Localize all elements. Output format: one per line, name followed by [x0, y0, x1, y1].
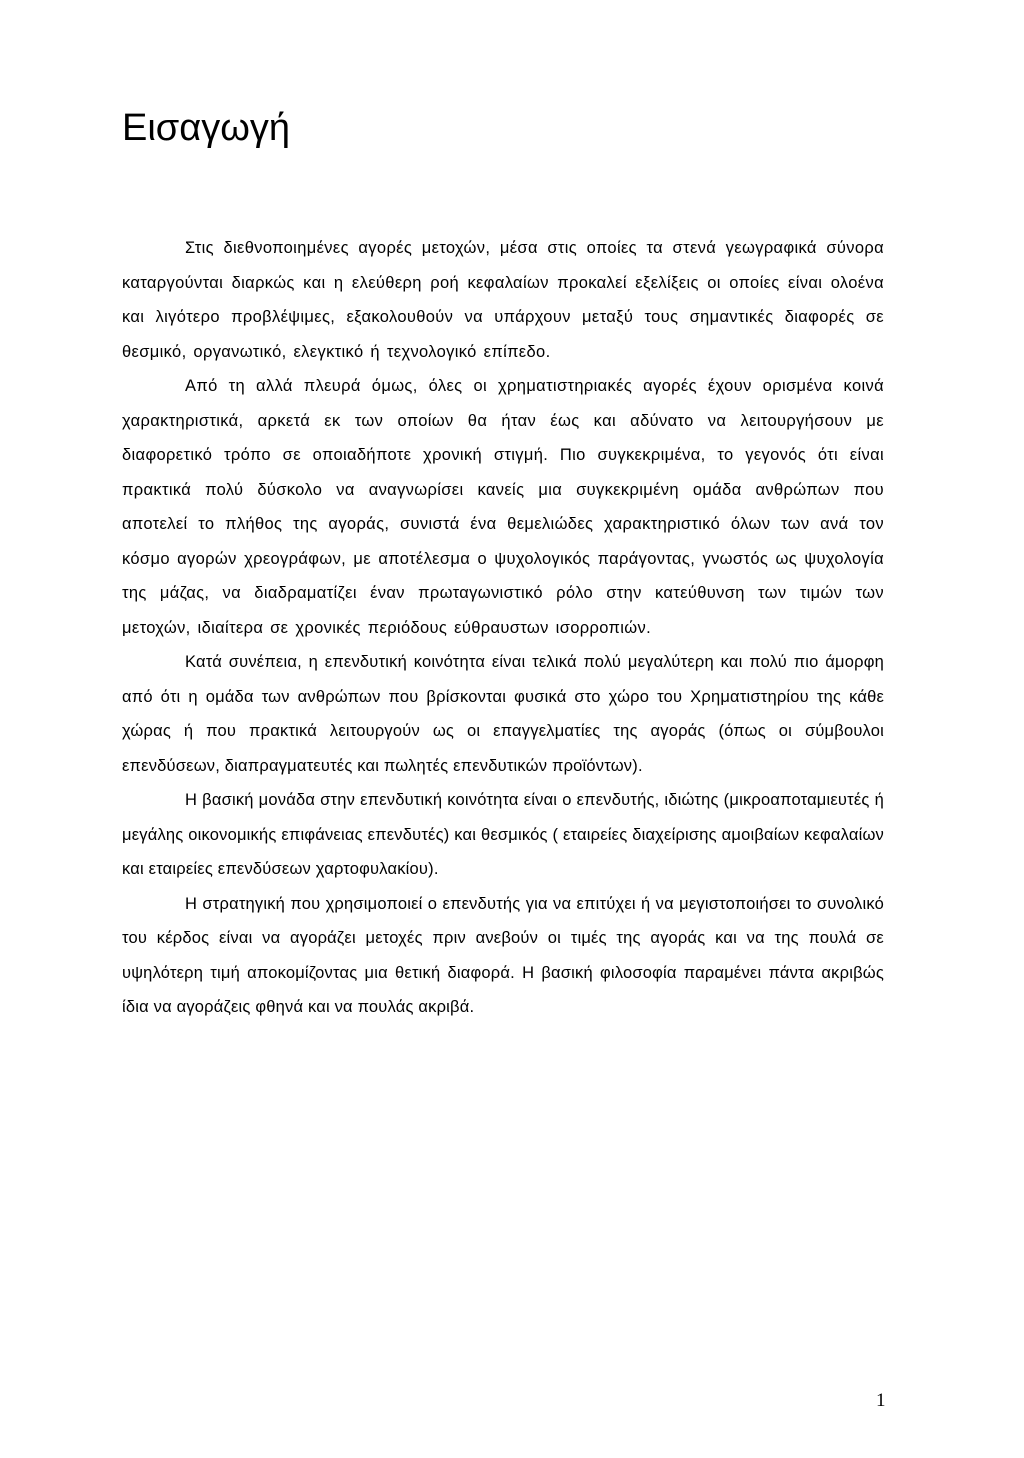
paragraph-1: Στις διεθνοποιημένες αγορές μετοχών, μέσα στις οποίες τα στενά γεωγραφικά σύνορα καταργούνται διαρκώς και η ελεύθερη ροή κεφαλαίων προκαλεί εξελίξεις οι οποίες είναι ολοένα και λιγότερο προβλέψιμες, εξακολουθούν να υπάρχουν μεταξύ τους σημαντικές διαφορές σε θεσμικό, οργανωτικό, ελεγκτικό ή τεχνολογικό επίπεδο. — [122, 239, 884, 361]
paragraph-3: Κατά συνέπεια, η επενδυτική κοινότητα είναι τελικά πολύ μεγαλύτερη και πολύ πιο άμορφη από ότι η ομάδα των ανθρώπων που βρίσκονται φυσικά στο χώρο του Χρηματιστηρίου της κάθε χώρας ή που πρακτικά λειτουργούν ως οι επαγγελματίες της αγοράς (όπως οι σύμβουλοι επενδύσεων, διαπραγματευτές και πωλητές επενδυτικών προϊόντων). — [122, 653, 884, 775]
body-text — [122, 231, 884, 1025]
paragraph-2: Από τη αλλά πλευρά όμως, όλες οι χρηματιστηριακές αγορές έχουν ορισμένα κοινά χαρακτηριστικά, αρκετά εκ των οποίων θα ήταν έως και αδύνατο να λειτουργήσουν με διαφορετικό τρόπο σε οποιαδήποτε χρονική στιγμή. Πιο συγκεκριμένα, το γεγονός ότι είναι πρακτικά πολύ δύσκολο να αναγνωρίσει κανείς μια συγκεκριμένη ομάδα ανθρώπων που αποτελεί το πλήθος της αγοράς, συνιστά ένα θεμελιώδες χαρακτηριστικό όλων των ανά τον κόσμο αγορών χρεογράφων, με αποτέλεσμα ο ψυχολογικός παράγοντας, γνωστός ως ψυχολογία της μάζας, να διαδραματίζει έναν πρωταγωνιστικό ρόλο στην κατεύθυνση των τιμών των μετοχών, ιδιαίτερα σε χρονικές περιόδους εύθραυστων ισορροπιών. — [122, 377, 884, 637]
page-number: 1 — [876, 1390, 886, 1411]
paragraph-5: Η στρατηγική που χρησιμοποιεί ο επενδυτής για να επιτύχει ή να μεγιστοποιήσει το συνολικό του κέρδος είναι να αγοράζει μετοχές πριν ανεβούν οι τιμές της αγοράς και να της πουλά σε υψηλότερη τιμή αποκομίζοντας μια θετική διαφορά. Η βασική φιλοσοφία παραμένει πάντα ακριβώς ίδια να αγοράζεις φθηνά και να πουλάς ακριβά. — [122, 894, 884, 1016]
paragraph-4: Η βασική μονάδα στην επενδυτική κοινότητα είναι ο επενδυτής, ιδιώτης (μικροαποταμιευτές ή μεγάλης οικονομικής επιφάνειας επενδυτές) και θεσμικός ( εταιρείες διαχείρισης αμοιβαίων κεφαλαίων και εταιρείες επενδύσεων χαρτοφυλακίου). — [122, 791, 884, 878]
page-title: Εισαγωγή — [122, 107, 291, 149]
